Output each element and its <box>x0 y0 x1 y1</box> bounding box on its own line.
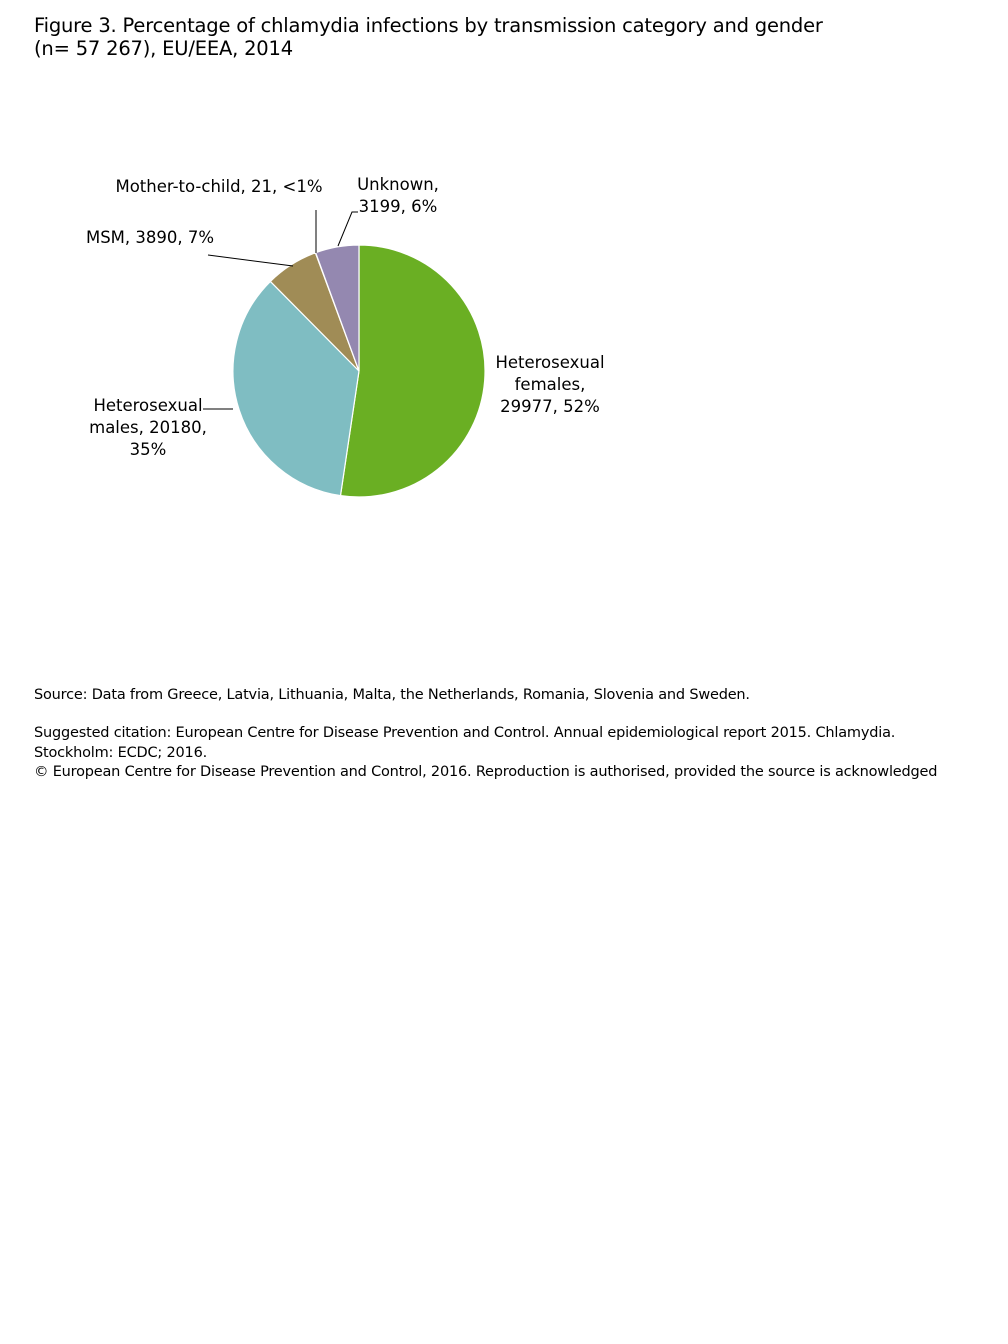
slice-label-heterosexual-females <box>495 353 604 416</box>
slice-label-line: 3199, 6% <box>358 197 438 216</box>
slice-label-msm <box>86 228 214 247</box>
chart-title-line-1: Figure 3. Percentage of chlamydia infections by transmission category and gender <box>34 14 823 37</box>
source-text: Source: Data from Greece, Latvia, Lithuania, Malta, the Netherlands, Romania, Slovenia and Sweden. <box>34 687 750 703</box>
slice-label-heterosexual-males <box>89 396 207 459</box>
slice-label-line: Mother-to-child, 21, <1% <box>115 177 323 196</box>
slice-label-line: Heterosexual <box>93 396 203 415</box>
citation-note <box>34 724 937 783</box>
slice-label-line: 35% <box>129 440 167 459</box>
slice-label-line: 29977, 52% <box>500 397 600 416</box>
citation-line-2: Stockholm: ECDC; 2016. <box>34 744 208 761</box>
pie-slices <box>233 245 485 497</box>
slice-label-mother-to-child <box>115 177 322 196</box>
leader-line-msm <box>208 255 293 266</box>
slice-label-line: Unknown, <box>357 175 439 194</box>
slice-label-line: males, 20180, <box>89 418 207 437</box>
slice-label-line: Heterosexual <box>495 353 605 372</box>
source-note <box>34 686 750 706</box>
leader-line-unknown <box>338 212 358 246</box>
slice-label-line: females, <box>514 375 586 394</box>
chart-title-line-2: (n= 57 267), EU/EEA, 2014 <box>34 37 293 60</box>
copyright-line: © European Centre for Disease Prevention and Control, 2016. Reproduction is authorised, provided the source is acknowledged <box>34 764 938 780</box>
pie-chart <box>0 0 1008 640</box>
citation-line-1: Suggested citation: European Centre for Disease Prevention and Control. Annual epidemiological report 2015. Chlamydia. <box>34 725 896 741</box>
slice-label-unknown <box>357 175 439 216</box>
pie-slice-heterosexual-females <box>340 245 485 497</box>
slice-label-line: MSM, 3890, 7% <box>85 228 215 247</box>
